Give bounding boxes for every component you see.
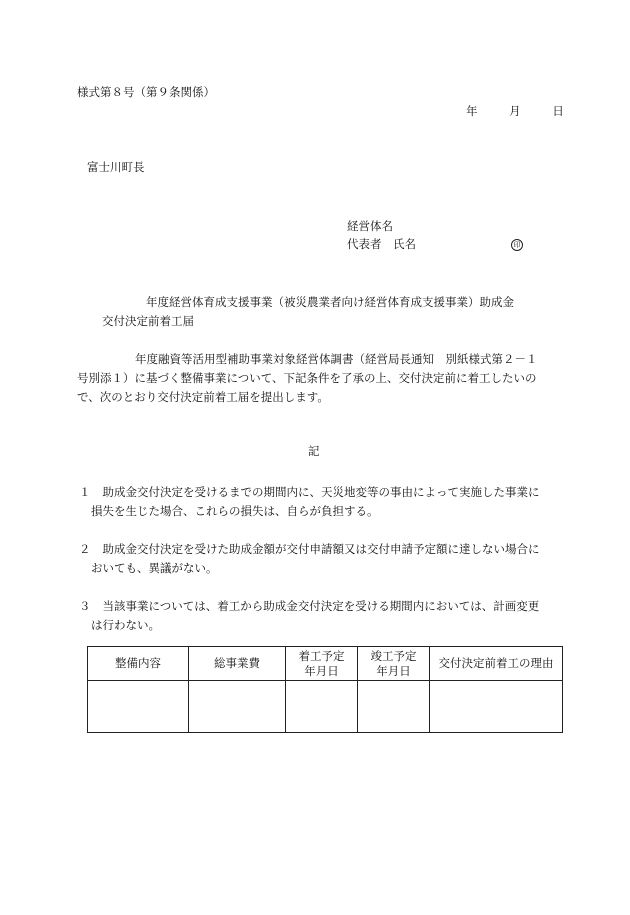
cell-start-date[interactable] <box>286 681 358 733</box>
date-day-label: 日 <box>552 104 564 118</box>
document-title-line1: 年度経営体育成支援事業（被災農業者向け経営体育成支援事業）助成金 <box>146 295 514 309</box>
date-year-label: 年 <box>466 104 478 118</box>
date-month-label: 月 <box>509 104 521 118</box>
condition-number-1: １ <box>79 485 91 499</box>
ki-heading: 記 <box>308 444 320 458</box>
header-maintenance-content: 整備内容 <box>88 647 189 681</box>
cell-completion-date[interactable] <box>358 681 430 733</box>
condition-2-line1: 助成金交付決定を受けた助成金額が交付申請額又は交付申請予定額に達しない場合に <box>102 542 540 556</box>
construction-table <box>87 646 563 733</box>
cell-reason[interactable] <box>430 681 563 733</box>
header-start-date: 着工予定 年月日 <box>286 647 358 681</box>
condition-1-line1: 助成金交付決定を受けるまでの期間内に、天災地変等の事由によって実施した事業に <box>102 485 540 499</box>
condition-number-3: ３ <box>79 599 91 613</box>
condition-3-line2: は行わない。 <box>91 618 160 632</box>
condition-item-1 <box>79 483 559 521</box>
entity-name-label: 経営体名 <box>347 219 393 233</box>
condition-2-line2: おいても、異議がない。 <box>91 561 218 575</box>
representative-label-text: 代表者 氏名 <box>347 237 416 251</box>
intro-line-3: で、次のとおり交付決定前着工届を提出します。 <box>77 390 329 404</box>
condition-number-2: ２ <box>79 542 91 556</box>
representative-name-label <box>347 236 537 252</box>
table-row <box>88 681 563 733</box>
addressee: 富士川町長 <box>87 160 145 174</box>
intro-paragraph <box>77 350 552 407</box>
condition-item-2 <box>79 540 559 578</box>
seal-mark: 印 <box>511 239 523 251</box>
document-title-line2: 交付決定前着工届 <box>102 314 194 328</box>
table-header-row <box>88 647 563 681</box>
cell-maintenance-content[interactable] <box>88 681 189 733</box>
date-line <box>466 103 564 119</box>
header-total-cost: 総事業費 <box>189 647 286 681</box>
cell-total-cost[interactable] <box>189 681 286 733</box>
header-reason: 交付決定前着工の理由 <box>430 647 563 681</box>
condition-item-3 <box>79 597 559 635</box>
condition-3-line1: 当該事業については、着工から助成金交付決定を受ける期間内においては、計画変更 <box>102 599 540 613</box>
form-number: 様式第８号（第９条関係） <box>77 85 215 99</box>
intro-line-2: 号別添１）に基づく整備事業について、下記条件を了承の上、交付決定前に着工したいの <box>77 371 537 385</box>
condition-1-line2: 損失を生じた場合、これらの損失は、自らが負担する。 <box>91 504 379 518</box>
header-completion-date: 竣工予定 年月日 <box>358 647 430 681</box>
intro-line-1: 年度融資等活用型補助事業対象経営体調書（経営局長通知 別紙様式第２－１ <box>135 352 538 366</box>
